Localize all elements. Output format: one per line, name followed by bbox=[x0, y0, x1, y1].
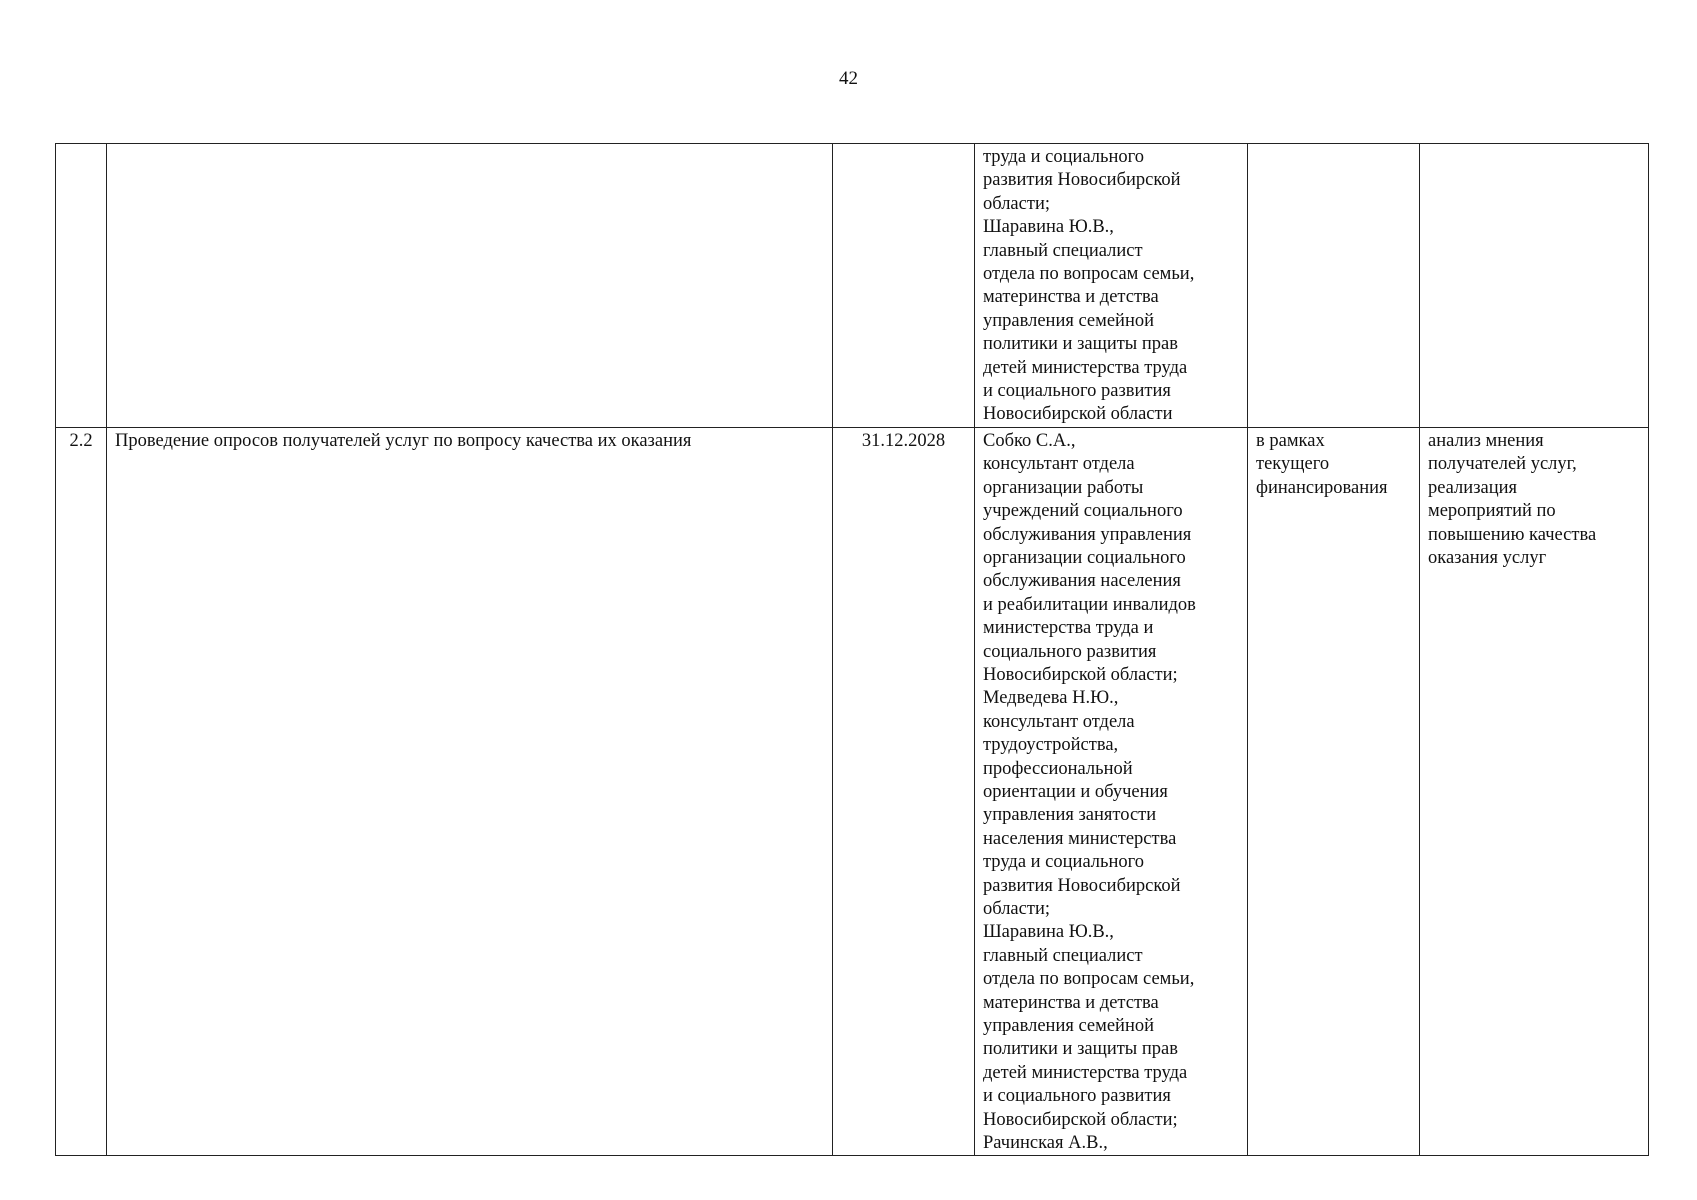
responsible-line: организации социального bbox=[983, 547, 1186, 568]
responsible-line: политики и защиты прав bbox=[983, 1039, 1178, 1060]
responsible-line: профессиональной bbox=[983, 758, 1133, 779]
responsible-line: Новосибирской области; bbox=[983, 1109, 1178, 1130]
responsible-line: материнства и детства bbox=[983, 287, 1159, 308]
deadline-cell: 31.12.2028 bbox=[833, 427, 975, 1156]
responsible-line: управления семейной bbox=[983, 310, 1154, 331]
responsible-line: социального развития bbox=[983, 641, 1157, 662]
responsible-line: области; bbox=[983, 193, 1050, 214]
result-cell bbox=[1420, 144, 1649, 428]
result-line: анализ мнения bbox=[1428, 430, 1544, 451]
responsible-line: обслуживания населения bbox=[983, 571, 1181, 592]
responsible-line: ориентации и обучения bbox=[983, 781, 1168, 802]
item-number-cell: 2.2 bbox=[56, 427, 107, 1156]
financing-cell bbox=[1248, 427, 1420, 1156]
responsible-line: организации работы bbox=[983, 477, 1144, 498]
responsible-line: развития Новосибирской bbox=[983, 170, 1181, 191]
responsible-line: обслуживания управления bbox=[983, 524, 1192, 545]
responsible-line: учреждений социального bbox=[983, 501, 1183, 522]
table-row bbox=[56, 144, 1649, 428]
responsible-line: консультант отдела bbox=[983, 711, 1135, 732]
result-line: получателей услуг, bbox=[1428, 454, 1577, 475]
responsible-line: Медведева Н.Ю., bbox=[983, 688, 1119, 709]
financing-cell bbox=[1248, 144, 1420, 428]
page-number: 42 bbox=[839, 68, 858, 89]
responsible-line: населения министерства bbox=[983, 828, 1177, 849]
responsible-line: труда и социального bbox=[983, 852, 1145, 873]
responsible-line: управления занятости bbox=[983, 805, 1157, 826]
responsible-line: области; bbox=[983, 899, 1050, 919]
financing-line: финансирования bbox=[1256, 477, 1388, 498]
financing-line: текущего bbox=[1256, 454, 1330, 475]
responsible-line: отдела по вопросам семьи, bbox=[983, 969, 1195, 990]
responsible-line: политики и защиты прав bbox=[983, 334, 1178, 355]
responsible-line: и социального развития bbox=[983, 1086, 1171, 1107]
responsible-cell bbox=[975, 144, 1248, 428]
responsible-line: Собко С.А., bbox=[983, 430, 1076, 451]
result-line: мероприятий по bbox=[1428, 501, 1556, 522]
activity-name-cell: Проведение опросов получателей услуг по вопросу качества их оказания bbox=[107, 427, 833, 1156]
responsible-line: главный специалист bbox=[983, 945, 1143, 966]
table-row bbox=[56, 427, 1649, 1156]
responsible-line: развития Новосибирской bbox=[983, 875, 1181, 896]
responsible-line: Новосибирской области bbox=[983, 404, 1173, 425]
responsible-cell bbox=[975, 427, 1248, 1156]
result-line: реализация bbox=[1428, 477, 1518, 498]
responsible-line: отдела по вопросам семьи, bbox=[983, 264, 1195, 285]
responsible-line: управления семейной bbox=[983, 1016, 1154, 1037]
responsible-line: Шаравина Ю.В., bbox=[983, 922, 1114, 943]
result-line: оказания услуг bbox=[1428, 547, 1547, 568]
result-cell bbox=[1420, 427, 1649, 1156]
item-number-cell bbox=[56, 144, 107, 428]
responsible-line: детей министерства труда bbox=[983, 1062, 1188, 1083]
activity-plan-table bbox=[55, 143, 1649, 1156]
financing-line: в рамках bbox=[1256, 430, 1325, 451]
responsible-line: Шаравина Ю.В., bbox=[983, 217, 1114, 238]
responsible-line: труда и социального bbox=[983, 147, 1145, 167]
responsible-line: главный специалист bbox=[983, 240, 1143, 261]
responsible-line: трудоустройства, bbox=[983, 735, 1119, 756]
responsible-line: консультант отдела bbox=[983, 454, 1135, 475]
responsible-line: и реабилитации инвалидов bbox=[983, 594, 1196, 615]
result-line: повышению качества bbox=[1428, 524, 1597, 545]
activity-name-cell bbox=[107, 144, 833, 428]
responsible-line: материнства и детства bbox=[983, 992, 1159, 1013]
responsible-line: Новосибирской области; bbox=[983, 664, 1178, 685]
responsible-line: и социального развития bbox=[983, 381, 1171, 402]
responsible-line: министерства труда и bbox=[983, 618, 1154, 639]
responsible-line: детей министерства труда bbox=[983, 357, 1188, 378]
responsible-line: Рачинская А.В., bbox=[983, 1133, 1108, 1154]
deadline-cell bbox=[833, 144, 975, 428]
